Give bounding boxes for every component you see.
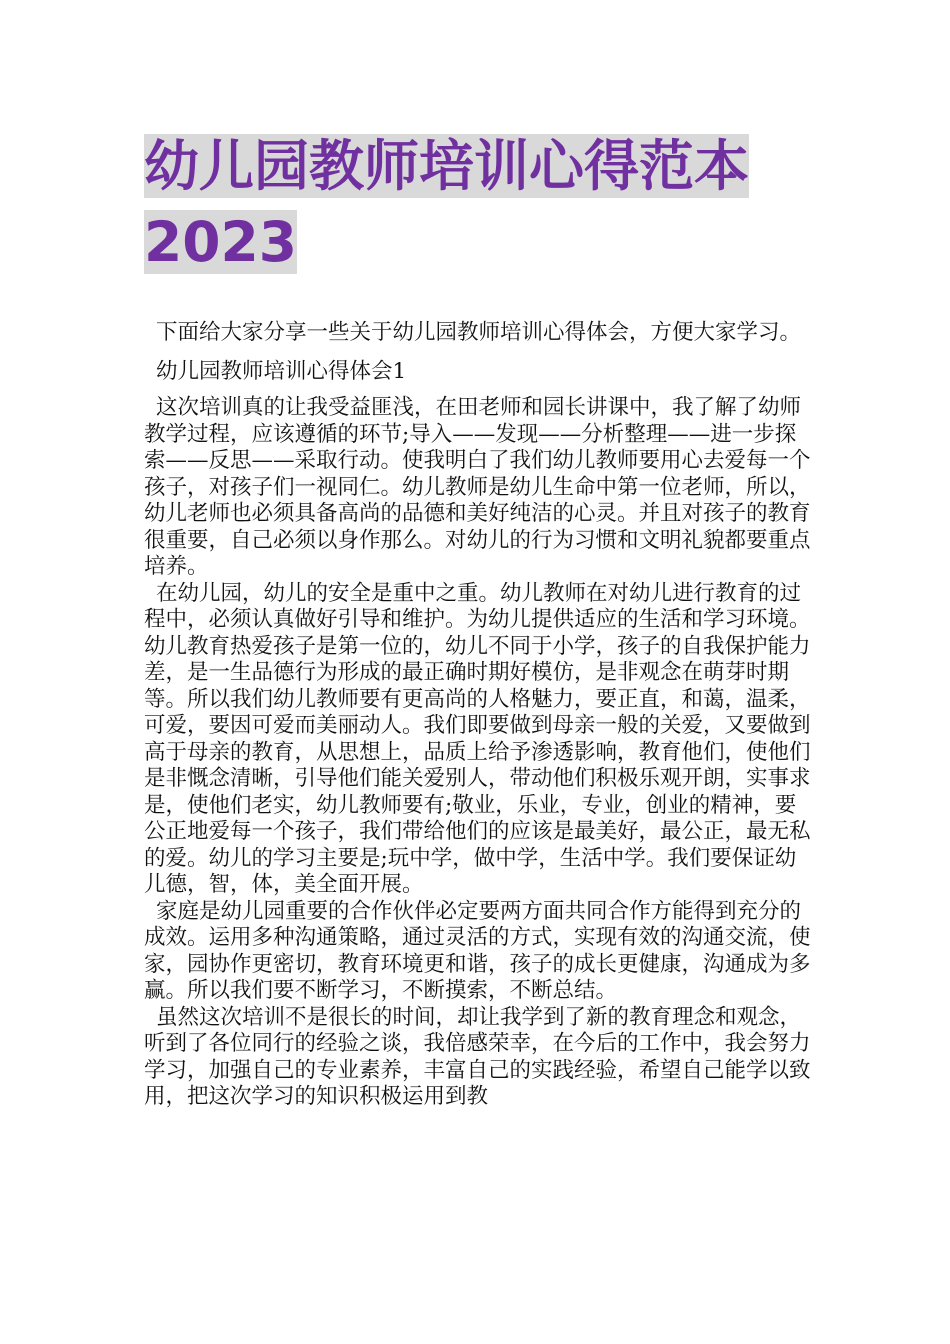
- title-highlight: 幼儿园教师培训心得范本2023: [144, 134, 750, 274]
- paragraph: 虽然这次培训不是很长的时间，却让我学到了新的教育理念和观念，听到了各位同行的经验之谈，我倍感荣幸，在今后的工作中，我会努力学习，加强自己的专业素养，丰富自己的实践经验，希望自己能学以致用，把这次学习的知识积极运用到教: [144, 1004, 811, 1109]
- section-heading: 幼儿园教师培训心得体会1: [156, 358, 407, 384]
- document-body: [144, 320, 814, 1111]
- paragraph: 在幼儿园，幼儿的安全是重中之重。幼儿教师在对幼儿进行教育的过程中，必须认真做好引导和维护。为幼儿提供适应的生活和学习环境。幼儿教育热爱孩子是第一位的，幼儿不同于小学，孩子的自我保护能力差，是一生品德行为形成的最正确时期好模仿，是非观念在萌芽时期等。所以我们幼儿教师要有更高尚的人格魅力，要正直，和蔼，温柔，可爱，要因可爱而美丽动人。我们即要做到母亲一般的关爱，又要做到高于母亲的教育，从思想上，品质上给予渗透影响，教育他们，使他们是非慨念清晰，引导他们能关爱别人，带动他们积极乐观开朗，实事求是，使他们老实，幼儿教师要有;敬业，乐业，专业，创业的精神，要公正地爱每一个孩子，我们带给他们的应该是最美好，最公正，最无私的爱。幼儿的学习主要是;玩中学，做中学，生活中学。我们要保证幼儿德，智，体，美全面开展。: [144, 580, 811, 897]
- intro-paragraph: 下面给大家分享一些关于幼儿园教师培训心得体会，方便大家学习。: [156, 320, 802, 345]
- document-title: [144, 128, 824, 280]
- paragraph: 家庭是幼儿园重要的合作伙伴必定要两方面共同合作方能得到充分的成效。运用多种沟通策略，通过灵活的方式，实现有效的沟通交流，使家，园协作更密切，教育环境更和谐，孩子的成长更健康，沟通成为多赢。所以我们要不断学习，不断摸索，不断总结。: [144, 898, 811, 1003]
- paragraph: 这次培训真的让我受益匪浅，在田老师和园长讲课中，我了解了幼师教学过程，应该遵循的环节;导入——发现——分析整理——进一步探索——反思——采取行动。使我明白了我们幼儿教师要用心去爱每一个孩子，对孩子们一视同仁。幼儿教师是幼儿生命中第一位老师，所以，幼儿老师也必须具备高尚的品德和美好纯洁的心灵。并且对孩子的教育很重要，自己必须以身作那么。对幼儿的行为习惯和文明礼貌都要重点培养。: [144, 395, 811, 579]
